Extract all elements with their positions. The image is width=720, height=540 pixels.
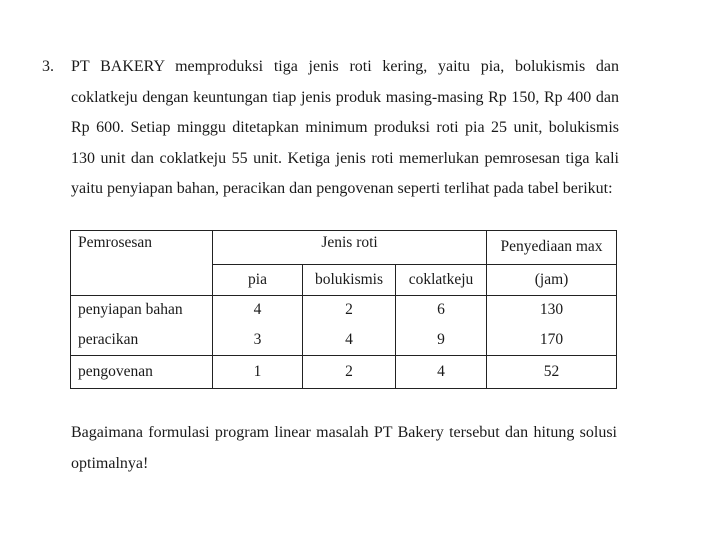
table-row <box>71 295 617 324</box>
cell-value: 3 <box>213 324 303 355</box>
cell-value: 2 <box>303 356 396 389</box>
header-coklatkeju: coklatkeju <box>396 264 487 295</box>
table-row <box>71 324 617 355</box>
header-capacity-unit: (jam) <box>487 264 617 295</box>
header-process: Pemrosesan <box>71 231 213 296</box>
cell-max: 130 <box>487 295 617 324</box>
header-pia: pia <box>213 264 303 295</box>
row-label: pengovenan <box>71 356 213 389</box>
cell-value: 1 <box>213 356 303 389</box>
table-header-row <box>71 231 617 265</box>
header-capacity: Penyediaan max <box>487 231 617 265</box>
header-group: Jenis roti <box>213 231 487 265</box>
cell-max: 52 <box>487 356 617 389</box>
cell-value: 4 <box>213 295 303 324</box>
cell-value: 4 <box>303 324 396 355</box>
question-text: Bagaimana formulasi program linear masalah PT Bakery tersebut dan hitung solusi optimalnya! <box>71 424 617 472</box>
cell-value: 6 <box>396 295 487 324</box>
header-bolukismis: bolukismis <box>303 264 396 295</box>
cell-value: 2 <box>303 295 396 324</box>
cell-value: 9 <box>396 324 487 355</box>
table-row <box>71 356 617 389</box>
problem-paragraph: PT BAKERY memproduksi tiga jenis roti kering, yaitu pia, bolukismis dan coklatkeju dengan keuntungan tiap jenis produk masing-masing Rp 150, Rp 400 dan Rp 600. Setiap minggu ditetapkan minimum produksi roti pia 25 unit, bolukismis 130 unit dan coklatkeju 55 unit. Ketiga jenis roti memerlukan pemrosesan tiga kali yaitu penyiapan bahan, peracikan dan pengovenan seperti terlihat pada tabel berikut: <box>71 58 619 197</box>
cell-max: 170 <box>487 324 617 355</box>
row-label: peracikan <box>71 324 213 355</box>
problem-number: 3. <box>42 58 54 75</box>
process-table <box>70 230 617 389</box>
cell-value: 4 <box>396 356 487 389</box>
row-label: penyiapan bahan <box>71 295 213 324</box>
